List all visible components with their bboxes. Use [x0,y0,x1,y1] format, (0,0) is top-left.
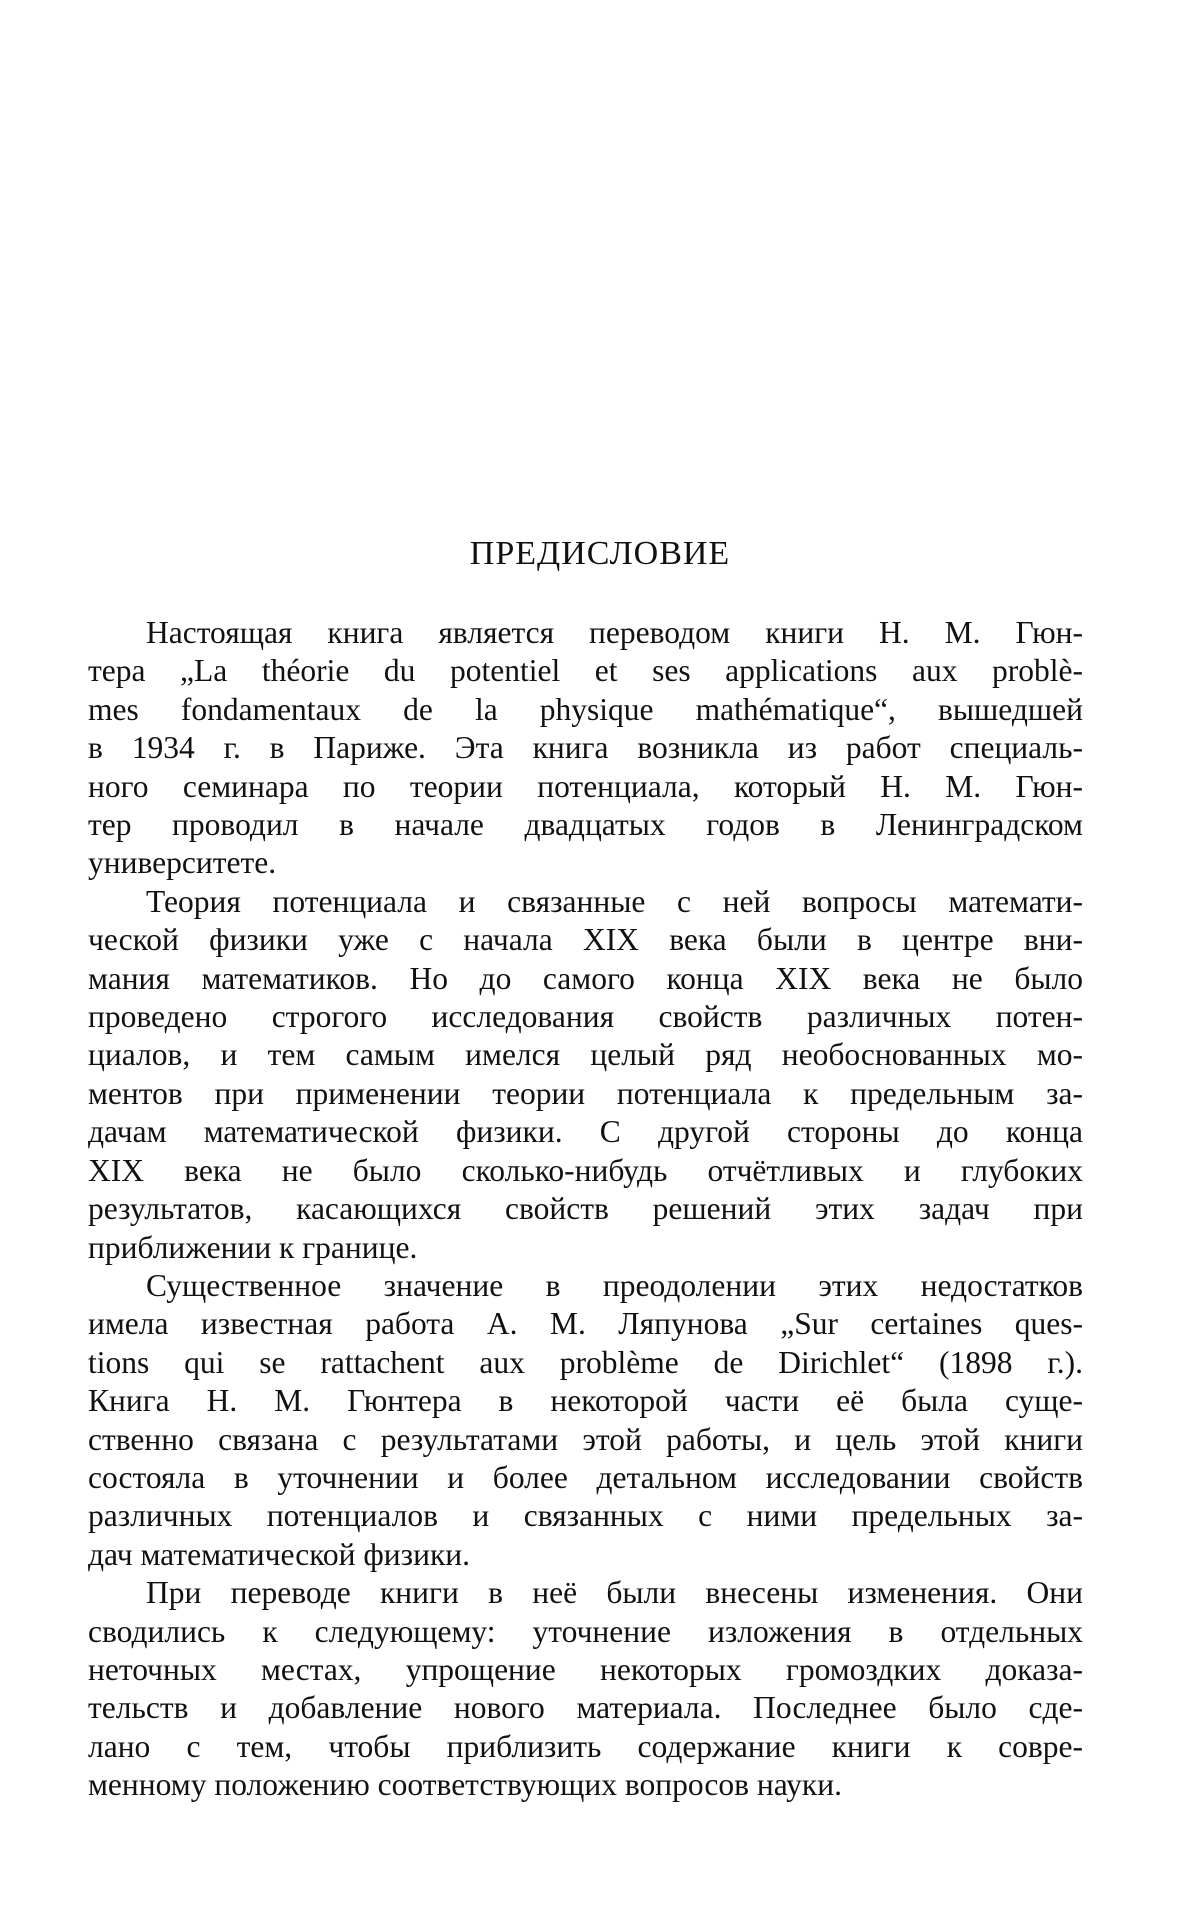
text-line: приближении к границе. [88,1229,418,1265]
text-line: университете. [88,845,277,881]
preface-body [88,614,1083,1805]
page-title: ПРЕДИСЛОВИЕ [469,535,731,572]
text-line: имела известная работа А. М. Ляпунова „Sur certaines ques- [88,1306,1083,1342]
text-line: ственно связана с результатами этой работы, и цель этой книги [88,1421,1083,1457]
paragraph-1 [88,614,1083,883]
text-line: результатов, касающихся свойств решений этих задач при [88,1191,1083,1227]
text-line: mes fondamentaux de la physique mathématique“, вышедшей [88,691,1083,727]
text-line: XIX века не было сколько-нибудь отчётливых и глубоких [88,1152,1083,1188]
text-line: При переводе книги в неё были внесены изменения. Они [146,1575,1083,1611]
text-line: циалов, и тем самым имелся целый ряд необоснованных мо- [88,1037,1083,1073]
text-line: неточных местах, упрощение некоторых громоздких доказа- [88,1651,1083,1687]
text-line: дачам математической физики. С другой стороны до конца [88,1114,1083,1150]
text-line: менному положению соответствующих вопросов науки. [88,1767,842,1803]
text-line: Существенное значение в преодолении этих недостатков [146,1267,1083,1303]
text-line: ментов при применении теории потенциала к предельным за- [88,1075,1083,1111]
text-line: сводились к следующему: уточнение изложения в отдельных [88,1613,1083,1649]
text-line: ного семинара по теории потенциала, который Н. М. Гюн- [88,768,1083,804]
text-line: тельств и добавление нового материала. Последнее было сде- [88,1690,1083,1726]
paragraph-3 [88,1267,1083,1574]
text-line: ческой физики уже с начала XIX века были в центре вни- [88,922,1083,958]
text-line: различных потенциалов и связанных с ними предельных за- [88,1498,1083,1534]
paragraph-2 [88,883,1083,1267]
paragraph-4 [88,1574,1083,1804]
text-line: в 1934 г. в Париже. Эта книга возникла из работ специаль- [88,730,1083,766]
text-line: Теория потенциала и связанные с ней вопросы математи- [146,883,1083,919]
text-line: Книга Н. М. Гюнтера в некоторой части её была суще- [88,1383,1083,1419]
text-line: лано с тем, чтобы приблизить содержание книги к совре- [88,1728,1083,1764]
text-line: тера „La théorie du potentiel et ses applications aux problè- [88,653,1083,689]
text-line: тер проводил в начале двадцатых годов в Ленинградском [88,807,1083,843]
text-line: состояла в уточнении и более детальном исследовании свойств [88,1459,1083,1495]
text-line: tions qui se rattachent aux problème de Dirichlet“ (1898 г.). [88,1344,1083,1380]
text-line: мания математиков. Но до самого конца XIX века не было [88,960,1083,996]
text-line: дач математической физики. [88,1536,470,1572]
text-line: Настоящая книга является переводом книги Н. М. Гюн- [146,615,1083,650]
text-line: проведено строгого исследования свойств различных потен- [88,999,1083,1035]
